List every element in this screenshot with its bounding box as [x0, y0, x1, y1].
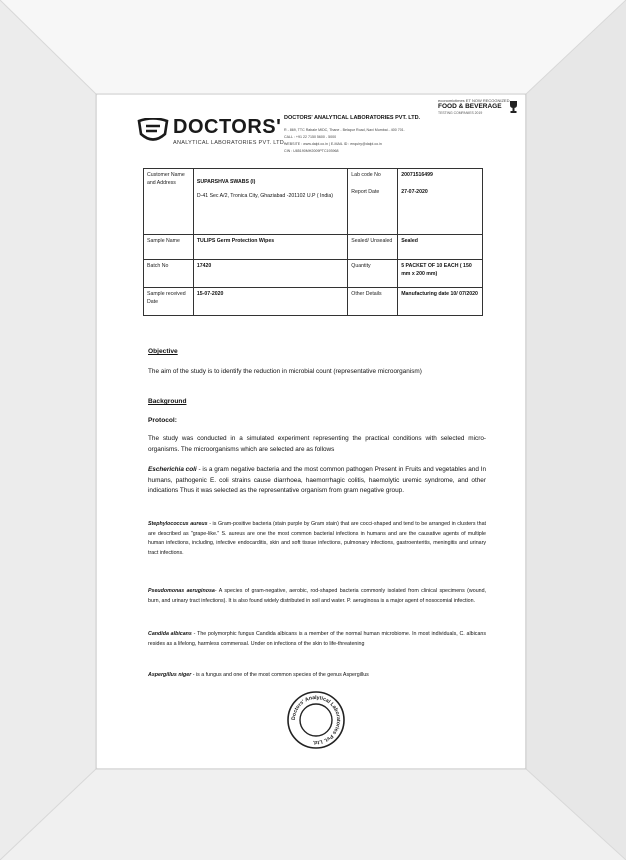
report-date-value: 27-07-2020 [401, 189, 428, 195]
aspergillus-paragraph [148, 671, 486, 681]
ecoli-text: - is a gram negative bacteria and the most common pathogen Present in Fruits and vegetables and In humans, pathogenic E. coli strains cause diarrhoea, haemorrhagic colitis, haemolytic uremic syndrome, and other indications Thus it was selected as the representative organism from gram negative group. [148, 466, 486, 494]
lab-header [284, 115, 484, 155]
lab-web-email: WEBSITE : www.dalpl.co.in | E-MAIL ID : enquiry@dalpl.co.in [284, 142, 382, 146]
shield-logo-icon [137, 118, 169, 144]
received-value: 15-07-2020 [193, 288, 347, 316]
aspergillus-name: Aspergillus niger [148, 672, 192, 678]
customer-name: SUPARSHVA SWABS (I) [196, 179, 256, 185]
badge-line3: TESTING COMPANIES 2019 [438, 111, 483, 115]
stamp-text: Doctors' Analytical Laboratories Pvt. Ltd. [290, 694, 342, 746]
lab-name: DOCTORS' ANALYTICAL LABORATORIES PVT. LTD. [284, 115, 421, 121]
pseudo-paragraph [148, 587, 486, 606]
candida-paragraph [148, 630, 486, 649]
customer-label: Customer Name and Address [144, 169, 194, 235]
badge-line2: FOOD & BEVERAGE [438, 103, 502, 110]
candida-text: - The polymorphic fungus Candida albicans is a member of the normal human microbiome. In most individuals, C. albicans resides as a lifelong, harmless commensal. Under on infections of the skin to life-threatening [148, 631, 486, 647]
award-badge [438, 98, 518, 120]
customer-address: D-41 Sec A/2, Tronica City, Ghaziabad -201102 U.P ( India) [196, 193, 333, 199]
aspergillus-text: - is a fungus and one of the most common species of the genus Aspergillus [191, 672, 369, 678]
lab-cin: CIN : U85190MH2009PTC193968 [284, 149, 339, 153]
batch-value: 17420 [193, 260, 347, 288]
sealed-value: Sealed [398, 235, 483, 260]
pseudo-name: Pseudomonas aeruginosa [148, 588, 215, 594]
lab-code-value: 20071516499 [401, 172, 433, 178]
report-page [97, 95, 525, 768]
trophy-icon [508, 100, 519, 114]
protocol-heading: Protocol: [148, 417, 177, 424]
other-label: Other Details [348, 288, 398, 316]
company-logo [137, 116, 286, 166]
sealed-label: Sealed/ Unsealed [348, 235, 398, 260]
sample-name: TULIPS Germ Protection Wipes [193, 235, 347, 260]
background-heading: Background [148, 398, 187, 405]
candida-name: Candida albicans [148, 631, 192, 637]
batch-label: Batch No [144, 260, 194, 288]
lab-code-label: Lab code No [351, 172, 381, 178]
sample-info-table [143, 168, 483, 316]
brand-subtitle: ANALYTICAL LABORATORIES PVT. LTD. [173, 140, 286, 146]
objective-text: The aim of the study is to identify the reduction in microbial count (representative microorganism) [148, 368, 422, 375]
customer-cell [193, 169, 347, 235]
staph-text: - is Gram-positive bacteria (stain purple by Gram stain) that are cocci-shaped and tend to be arranged in clusters that are described as "grape-like." S. aureus are one the most common bacterial infections in humans and are the causative agents of multiple human infections, including, infective endocarditis, skin and soft tissue infections, pulmonary infections, gastroenteritis, meningitis and urinary tract infections. [148, 521, 486, 556]
objective-heading: Objective [148, 348, 178, 355]
quantity-value: 5 PACKET OF 10 EACH ( 150 mm x 200 mm) [398, 260, 483, 288]
badge-line1: economictimes ET NOW RECOGNIZED [438, 98, 510, 103]
staph-name: Stephylococcus aureus [148, 521, 208, 527]
sample-label: Sample Name [144, 235, 194, 260]
lab-phone: CALL : +91 22 7150 5600 - 5000 [284, 135, 337, 139]
ecoli-paragraph [148, 465, 486, 497]
quantity-label: Quantity [348, 260, 398, 288]
brand-name: DOCTORS' [173, 116, 282, 138]
lab-code-value-cell [398, 169, 483, 235]
company-stamp [286, 690, 346, 750]
received-label: Sample received Date [144, 288, 194, 316]
lab-code-cell [348, 169, 398, 235]
protocol-text: The study was conducted in a simulated experiment representing the practical conditions with selected micro-organisms. The microorganisms which are selected are as follows [148, 435, 486, 453]
ecoli-name: Escherichia coli [148, 466, 197, 473]
report-date-label: Report Date [351, 189, 380, 195]
pseudo-text: - A species of gram-negative, aerobic, rod-shaped bacteria commonly isolated from clinical specimens (wound, burn, and urinary tract infections). It is also found widely distributed in soil and water. P. aeruginosa is a major agent of nosocomial infection. [148, 588, 486, 604]
other-value: Manufacturing date 10/ 07/2020 [398, 288, 483, 316]
staph-paragraph [148, 520, 486, 558]
lab-address: R - 869, TTC Rabale MIDC, Thane - Belapur Road, Navi Mumbai - 400 701. [284, 128, 405, 132]
